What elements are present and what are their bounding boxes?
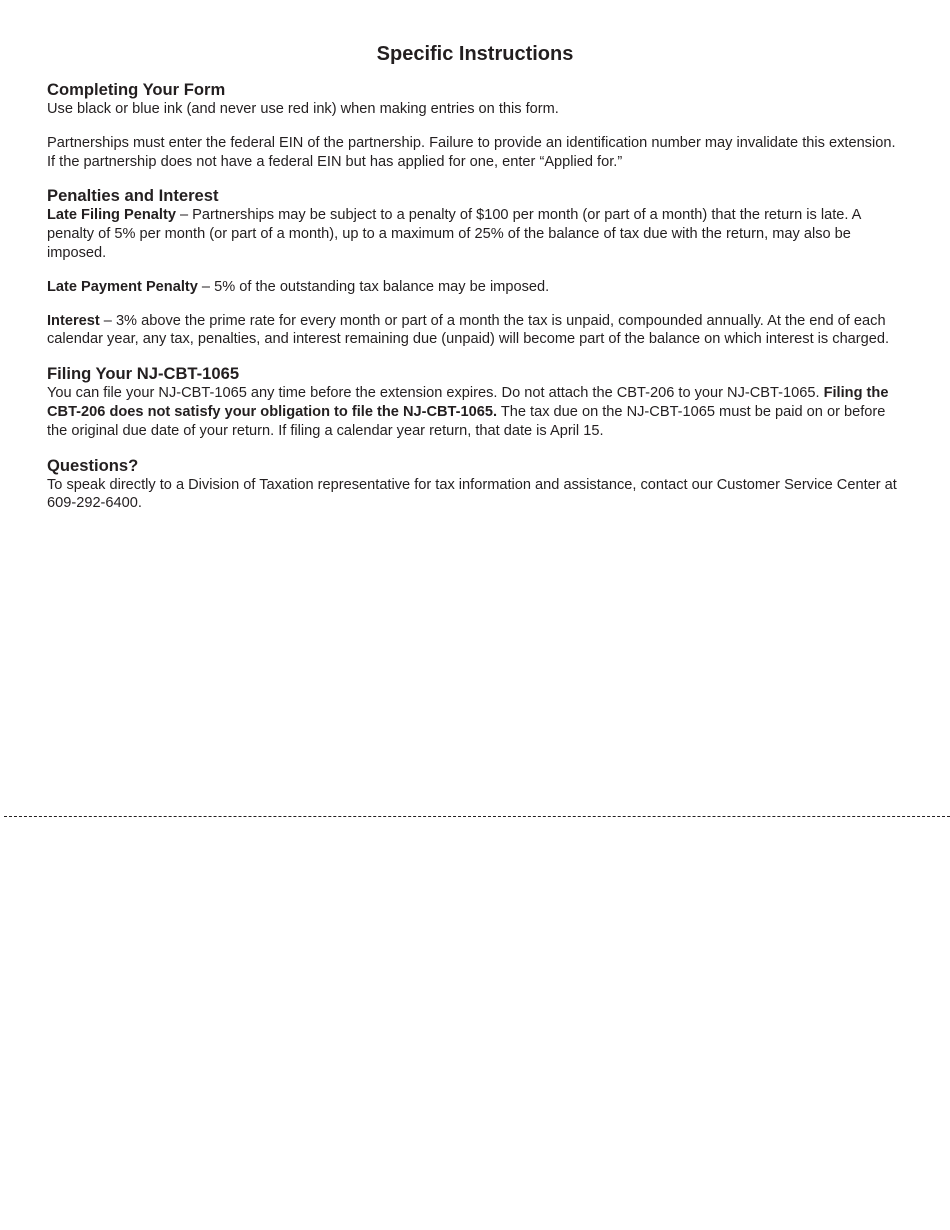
filing-text-2: The tax due on the NJ-CBT-1065 must be paid on or before the original due date of your return. If filing a calendar year return, that date is April 15.	[47, 403, 886, 439]
paragraph-filing	[47, 384, 907, 440]
filing-bold-notice: Filing the CBT-206 does not satisfy your obligation to file the NJ-CBT-1065.	[47, 385, 889, 420]
section-heading: Filing Your NJ-CBT-1065	[47, 364, 240, 384]
section-filing	[47, 364, 907, 440]
paragraph-interest	[47, 312, 907, 350]
paragraph-ink: Use black or blue ink (and never use red ink) when making entries on this form.	[47, 101, 559, 117]
late-payment-text: – 5% of the outstanding tax balance may be imposed.	[197, 278, 550, 295]
paragraph-late-payment	[47, 278, 907, 297]
filing-text-1: You can file your NJ-CBT-1065 any time before the extension expires. Do not attach the CBT-206 to your NJ-CBT-1065.	[47, 385, 824, 402]
paragraph-ein: Partnerships must enter the federal EIN of the partnership. Failure to provide an identification number may invalidate this extension. If the partnership does not have a federal EIN but has applied for one, enter “Applied for.”	[47, 134, 896, 170]
section-heading: Completing Your Form	[47, 80, 226, 99]
term-interest: Interest	[47, 312, 100, 329]
section-questions	[47, 456, 907, 514]
late-filing-text: – Partnerships may be subject to a penalty of $100 per month (or part of a month) that the return is late. A penalty of 5% per month (or part of a month), up to a maximum of 25% of the balance of tax due with the return, may also be imposed.	[47, 207, 861, 261]
interest-text: – 3% above the prime rate for every month or part of a month the tax is unpaid, compounded annually. At the end of each calendar year, any tax, penalties, and interest remaining due (unpaid) will become part of the balance on which interest is charged.	[47, 312, 890, 348]
paragraph-late-filing	[47, 206, 907, 262]
section-completing-form	[47, 80, 907, 171]
instructions-body	[47, 80, 907, 513]
tear-line-divider	[4, 816, 950, 817]
page-title: Specific Instructions	[376, 43, 574, 65]
section-heading: Penalties and Interest	[47, 186, 219, 206]
term-late-filing: Late Filing Penalty	[47, 207, 176, 224]
section-heading: Questions?	[47, 455, 139, 475]
paragraph-questions: To speak directly to a Division of Taxation representative for tax information and assistance, contact our Customer Service Center at 609-292-6400.	[47, 476, 897, 512]
section-penalties-interest	[47, 186, 907, 349]
term-late-payment: Late Payment Penalty	[47, 278, 198, 295]
